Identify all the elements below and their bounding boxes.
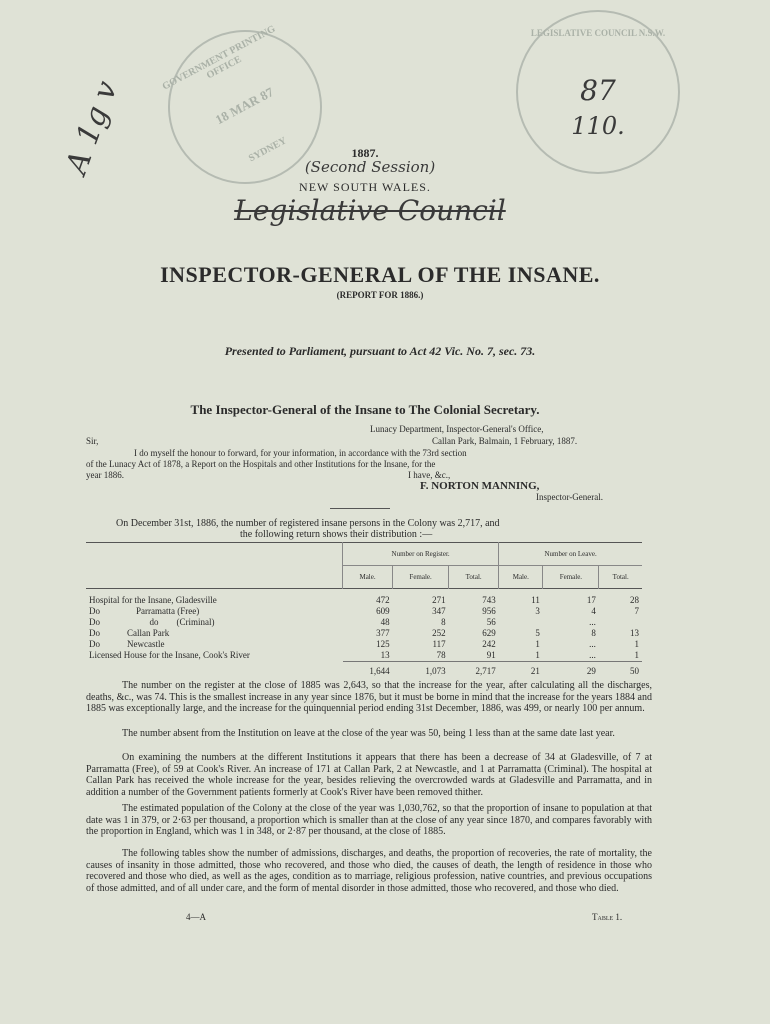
paragraph: The estimated population of the Colony at the close of the year was 1,030,762, so that the proportion of insane to population at that date was 1 in 379, or 2·63 per thousand, a proportion which is smaller than at the close of any year since 1870, and compares favorably with the proportion in England, which was 1 in 348, or 2·87 per thousand, at the close of 1885. <box>86 803 652 837</box>
col-header: Male. <box>343 566 393 589</box>
row-label: Do Callan Park <box>89 628 170 638</box>
intro-line-2: the following return shows their distribution :— <box>240 529 433 540</box>
stamp-date: 18 MAR 87 <box>212 84 276 128</box>
cell: 252 <box>432 628 446 638</box>
cell: 17 <box>586 595 596 605</box>
table-header-groups <box>86 543 642 566</box>
col-header: Total. <box>449 566 499 589</box>
cell: 78 <box>436 650 446 660</box>
stamp-office-text: GOVERNMENT PRINTING OFFICE <box>160 23 278 93</box>
cell: 5 <box>535 628 540 638</box>
cell: 1 <box>535 639 540 649</box>
cell: 956 <box>482 606 496 616</box>
presented-line: Presented to Parliament, pursuant to Act 42 Vic. No. 7, sec. 73. <box>224 344 536 358</box>
register-group-header: Number on Register. <box>343 543 499 566</box>
cell: 56 <box>486 617 496 627</box>
letter-body-3: year 1886. <box>86 470 124 480</box>
total-cell: 2,717 <box>449 662 499 682</box>
total-cell: 1,073 <box>393 662 449 682</box>
distribution-table <box>86 542 642 682</box>
cell: ... <box>589 650 596 660</box>
leave-group-header: Number on Leave. <box>499 543 642 566</box>
divider <box>330 508 390 509</box>
council-number-2: 110. <box>571 112 625 140</box>
totals-row <box>86 662 642 682</box>
address-1: Lunacy Department, Inspector-General's Office, <box>370 424 544 434</box>
cell: 1 <box>634 650 639 660</box>
total-cell: 21 <box>499 662 543 682</box>
cell: 117 <box>432 639 446 649</box>
cell: 91 <box>486 650 496 660</box>
col-header: Male. <box>499 566 543 589</box>
blank-cell <box>86 662 343 682</box>
paragraph: On examining the numbers at the different Institutions it appears that there has been a decrease of 34 at Gladesville, of 7 at Parramatta (Free), of 59 at Cook's River. An increase of 171 at Callan Park, 2 at Newcastle, and 1 at Parramatta (Criminal). The hospital at Callan Park has received the whole increase for the year, besides relieving the overcrowded wards at Gladesville and Parramatta, and in addition a number of the Government patients formerly at Cook's River have been removed thither. <box>86 752 652 798</box>
row-label: Licensed House for the Insane, Cook's River <box>89 650 250 661</box>
address-2: Callan Park, Balmain, 1 February, 1887. <box>432 436 578 446</box>
cell: 377 <box>376 628 390 638</box>
cell: 1 <box>634 639 639 649</box>
letter-body-2: of the Lunacy Act of 1878, a Report on the Hospitals and other Institutions for the Insane, for the <box>86 459 436 469</box>
cell: 8 <box>591 628 596 638</box>
stamp-city: SYDNEY <box>247 135 289 165</box>
cell: 609 <box>376 606 390 616</box>
table-row <box>86 650 642 662</box>
col-header: Female. <box>543 566 599 589</box>
cell: 4 <box>591 606 596 616</box>
paragraph: The number absent from the Institution on leave at the close of the year was 50, being 1 less than at the same date last year. <box>122 728 615 739</box>
cell: 3 <box>535 606 540 616</box>
cell: 271 <box>432 595 446 605</box>
cell: 472 <box>376 595 390 605</box>
intro-line-1: On December 31st, 1886, the number of registered insane persons in the Colony was 2,717, and <box>116 518 500 529</box>
table-header-cols <box>86 566 642 589</box>
blank-cell <box>86 543 343 566</box>
state: NEW SOUTH WALES. <box>299 180 431 194</box>
paragraph: The number on the register at the close of 1885 was 2,643, so that the increase for the year, after calculating all the discharges, deaths, &c., was 74. This is the smallest increase in any year since 1876, but it must be borne in mind that the increase for the years 1884 and 1885 was exceptionally large, and the increase for the quinquennial period ending 31st December, 1886, was 499, or nearly 100 per annum. <box>86 680 652 714</box>
margin-note: A 1g v <box>59 76 125 179</box>
cell: 48 <box>380 617 390 627</box>
blank-cell <box>86 566 343 589</box>
cell: ... <box>589 617 596 627</box>
year: 1887. <box>351 146 379 160</box>
total-cell: 29 <box>543 662 599 682</box>
cell: ... <box>589 639 596 649</box>
total-cell: 1,644 <box>343 662 393 682</box>
cell: 347 <box>432 606 446 616</box>
cell: 1 <box>535 650 540 660</box>
table-row <box>86 617 642 628</box>
council-number: 87 <box>580 74 616 107</box>
cell: 28 <box>630 595 639 605</box>
signer-title: Inspector-General. <box>536 492 604 502</box>
cell: 8 <box>441 617 446 627</box>
table-row <box>86 595 642 606</box>
letter-heading: The Inspector-General of the Insane to The Colonial Secretary. <box>190 402 540 417</box>
row-label: Hospital for the Insane, Gladesville <box>89 595 217 605</box>
cell <box>599 617 642 628</box>
total-cell: 50 <box>599 662 642 682</box>
report-subtitle: (REPORT FOR 1886.) <box>336 290 424 300</box>
cell: 629 <box>482 628 496 638</box>
cell: 13 <box>630 628 639 638</box>
report-title: INSPECTOR-GENERAL OF THE INSANE. <box>160 262 600 287</box>
cell: 11 <box>531 595 540 605</box>
table-row <box>86 628 642 639</box>
struck-council <box>150 194 590 227</box>
cell: 743 <box>482 595 496 605</box>
letter-body-1: I do myself the honour to forward, for your information, in accordance with the 73rd section <box>134 448 467 458</box>
row-label: Do Parramatta (Free) <box>89 606 200 616</box>
cell: 7 <box>634 606 639 616</box>
row-label: Do do (Criminal) <box>89 617 215 627</box>
cell: 13 <box>380 650 390 660</box>
col-header: Female. <box>393 566 449 589</box>
row-label: Do Newcastle <box>89 639 165 649</box>
table-row <box>86 639 642 650</box>
session-note: (Second Session) <box>304 158 436 176</box>
struck-text: Legislative Council <box>234 194 506 227</box>
next-table: Table 1. <box>592 912 623 922</box>
cell: 125 <box>376 639 390 649</box>
paragraph: The following tables show the number of admissions, discharges, and deaths, the proportion of recoveries, the rate of mortality, the causes of insanity in those admitted, those who recovered, and those who died, the causes of death, the length of residence in those who recovered and those who died, as well as the ages, condition as to marriage, religious profession, native countries, and previous occupations of those admitted, and of all under care, and the form of mental disorder in those admitted, those who recovered, and those who died. <box>86 848 652 894</box>
signature-mark: 4—A <box>186 912 206 922</box>
cell <box>499 617 543 628</box>
cell: 242 <box>482 639 496 649</box>
council-stamp-text: LEGISLATIVE COUNCIL N.S.W. <box>530 28 666 38</box>
salutation: Sir, <box>86 436 99 446</box>
letter-close: I have, &c., <box>408 470 451 480</box>
signer: F. NORTON MANNING, <box>420 480 540 492</box>
col-header: Total. <box>599 566 642 589</box>
table-row <box>86 606 642 617</box>
